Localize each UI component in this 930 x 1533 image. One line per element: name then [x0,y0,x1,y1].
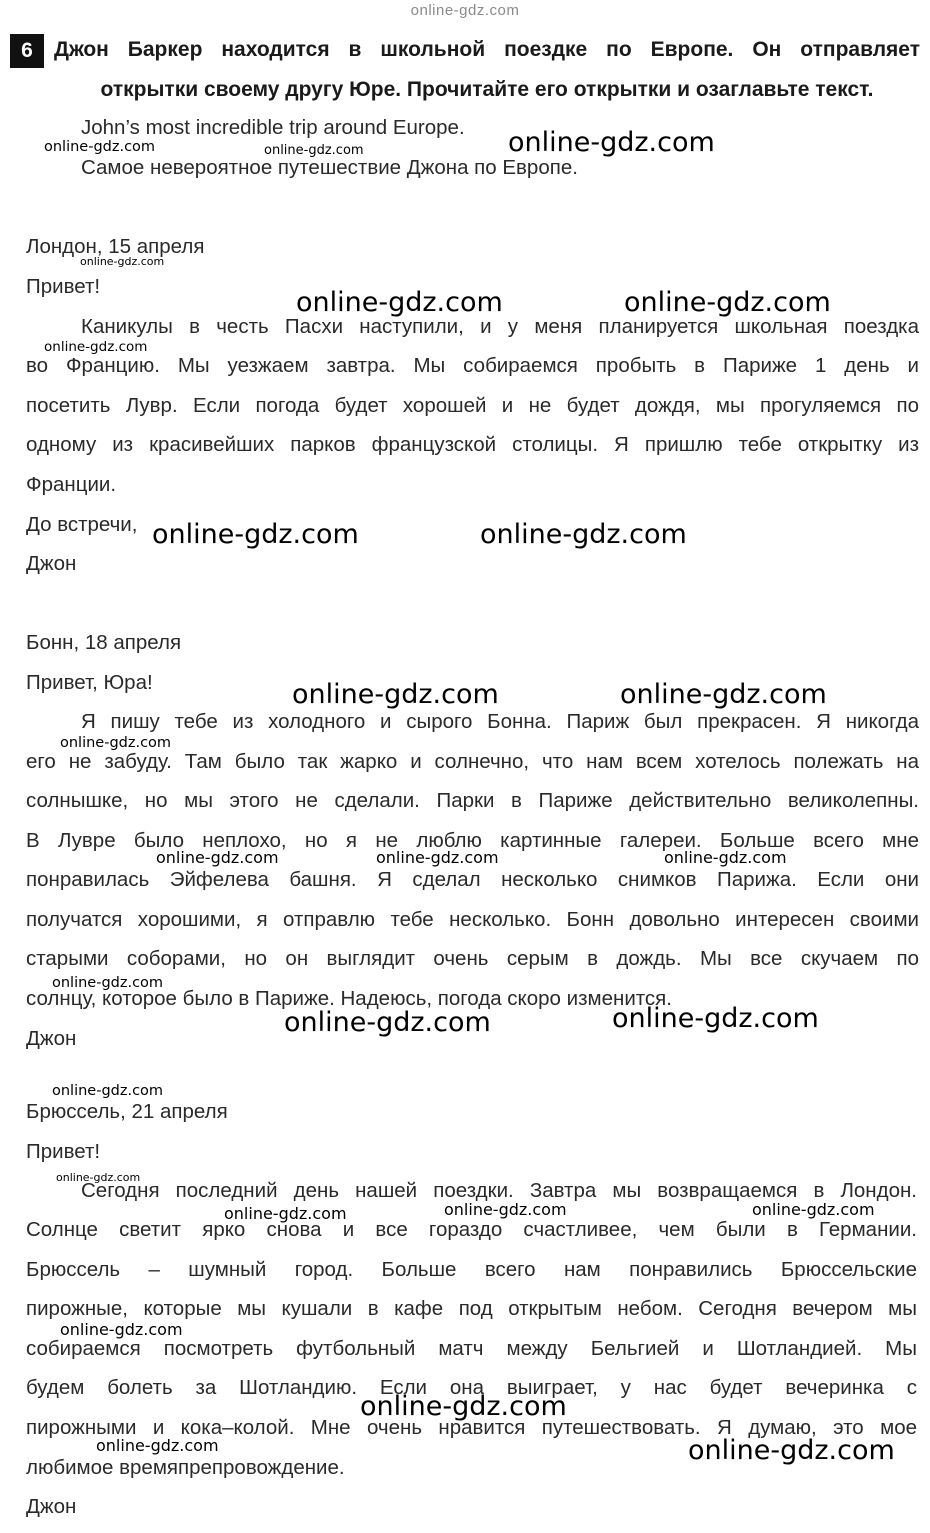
letter2-line: старыми соборами, но он выглядит очень серым в дождь. Мы все скучаем по [26,947,919,970]
watermark: online-gdz.com [60,1320,183,1339]
letter3-line: Брюссель – шумный город. Больше всего нам понравились Брюссельские [26,1258,917,1281]
letter3-signature: Джон [26,1495,77,1518]
watermark: online-gdz.com [152,519,359,550]
watermark: online-gdz.com [688,1435,895,1466]
watermark: online-gdz.com [508,127,715,158]
letter1-signature: Джон [26,552,77,575]
letter3-greeting: Привет! [26,1140,101,1163]
watermark: online-gdz.com [56,1171,141,1184]
letter2-line: солнцу, которое было в Париже. Надеюсь, погода скоро изменится. [26,987,672,1010]
watermark: online-gdz.com [360,1391,567,1422]
watermark: online-gdz.com [292,679,499,710]
title-russian: Самое невероятное путешествие Джона по Европе. [81,156,578,179]
task-instruction-line-1: Джон Баркер находится в школьной поездке по Европе. Он отправляет [54,38,920,61]
task-instruction-line-2: открытки своему другу Юре. Прочитайте его открытки и озаглавьте текст. [100,78,874,101]
letter1-closing: До встречи, [26,513,138,536]
task-number-badge: 6 [10,34,44,68]
letter3-line: любимое времяпрепровождение. [26,1456,345,1479]
watermark: online-gdz.com [376,848,499,867]
letter1-place-date: Лондон, 15 апреля [26,235,205,258]
letter2-greeting: Привет, Юра! [26,671,153,694]
header-watermark: online-gdz.com [410,2,520,19]
watermark: online-gdz.com [156,848,279,867]
watermark: online-gdz.com [624,287,831,318]
watermark: online-gdz.com [96,1436,219,1455]
watermark: online-gdz.com [612,1003,819,1034]
letter3-line: собираемся посмотреть футбольный матч между Бельгией и Шотландией. Мы [26,1337,917,1360]
watermark: online-gdz.com [60,735,172,751]
letter2-line: понравилась Эйфелева башня. Я сделал несколько снимков Парижа. Если они [26,868,919,891]
watermark: online-gdz.com [664,848,787,867]
watermark: online-gdz.com [44,139,156,155]
watermark: online-gdz.com [480,519,687,550]
letter1-line: Каникулы в честь Пасхи наступили, и у меня планируется школьная поездка [81,315,919,338]
letter2-line: Я пишу тебе из холодного и сырого Бонна. Париж был прекрасен. Я никогда [81,710,919,733]
title-english: John’s most incredible trip around Europe. [81,116,465,139]
watermark: online-gdz.com [444,1200,567,1219]
letter2-line: его не забуду. Там было так жарко и солнечно, что нам всем хотелось полежать на [26,750,919,773]
letter2-line: солнышке, но мы этого не сделали. Парки в Париже действительно великолепны. [26,789,919,812]
watermark: online-gdz.com [284,1007,491,1038]
letter3-line: будем болеть за Шотландию. Если она выиграет, у нас будет вечеринка с [26,1376,917,1399]
watermark: online-gdz.com [80,255,165,268]
letter1-line: во Францию. Мы уезжаем завтра. Мы собираемся пробыть в Париже 1 день и [26,354,919,377]
letter2-signature: Джон [26,1027,77,1050]
letter3-line: пирожными и кока–колой. Мне очень нравится путешествовать. Я думаю, это мое [26,1416,917,1439]
letter1-line: Франции. [26,473,117,496]
letter3-line: Солнце светит ярко снова и все гораздо счастливее, чем были в Германии. [26,1218,917,1241]
watermark: online-gdz.com [44,339,148,355]
watermark: online-gdz.com [52,975,164,991]
letter3-line: пирожные, которые мы кушали в кафе под открытым небом. Сегодня вечером мы [26,1297,917,1320]
watermark: online-gdz.com [296,287,503,318]
watermark: online-gdz.com [52,1083,164,1099]
letter2-line: В Лувре было неплохо, но я не люблю картинные галереи. Больше всего мне [26,829,919,852]
letter1-line: одному из красивейших парков французской столицы. Я пришлю тебе открытку из [26,433,919,456]
watermark: online-gdz.com [620,679,827,710]
watermark: online-gdz.com [752,1200,875,1219]
letter1-line: посетить Лувр. Если погода будет хорошей и не будет дождя, мы прогуляемся по [26,394,919,417]
letter2-place-date: Бонн, 18 апреля [26,631,182,654]
letter3-line: Сегодня последний день нашей поездки. Завтра мы возвращаемся в Лондон. [81,1179,917,1202]
watermark: online-gdz.com [264,143,364,158]
watermark: online-gdz.com [224,1204,347,1223]
letter3-place-date: Брюссель, 21 апреля [26,1100,228,1123]
letter1-greeting: Привет! [26,275,101,298]
letter2-line: получатся хорошими, я отправлю тебе несколько. Бонн довольно интересен своими [26,908,919,931]
